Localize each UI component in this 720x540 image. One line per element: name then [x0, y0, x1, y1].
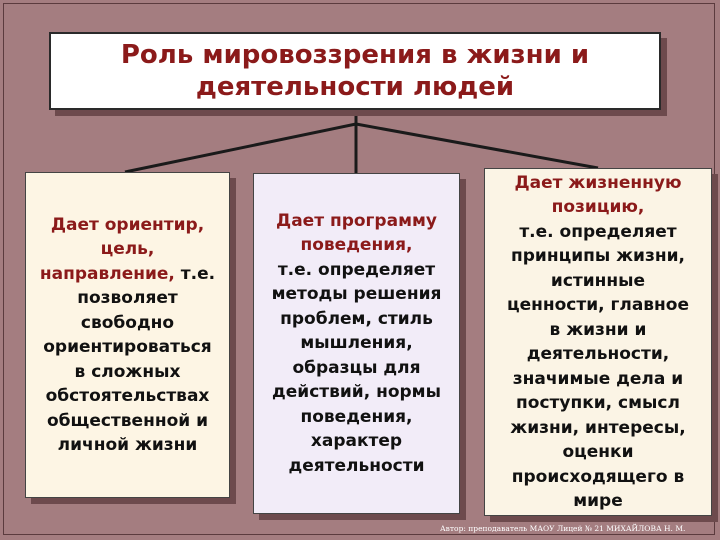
box-line: принципы жизни, — [511, 246, 685, 266]
box-life-position — [484, 168, 712, 516]
box-line: значимые дела и — [512, 368, 684, 389]
box-line: деятельности, — [526, 344, 670, 364]
box-line: обстоятельствах — [45, 386, 210, 406]
box-line: методы решения — [271, 284, 442, 305]
box-line: т.е. определяет — [519, 221, 677, 242]
box-line: оценки — [562, 442, 634, 462]
box-line: Дает программу — [276, 210, 437, 231]
box-orientation — [25, 172, 230, 498]
box-line: ценности, главное — [506, 295, 690, 315]
box-line: характер — [310, 431, 403, 452]
author-footer: Автор: преподаватель МАОУ Лицей № 21 МИХАЙЛОВА Н. М. — [440, 524, 686, 533]
title-box — [49, 32, 661, 110]
box-line: общественной и — [46, 410, 208, 431]
box-line: в жизни и — [549, 319, 647, 340]
box-line: т.е. определяет — [277, 259, 436, 280]
page-title — [121, 39, 589, 103]
box-line: поведения, — [300, 235, 413, 256]
box-orientation-text — [40, 213, 215, 458]
box-program — [253, 173, 460, 514]
box-line: проблем, стиль — [280, 308, 433, 329]
connector-right — [356, 124, 598, 168]
box-line: позицию, — [551, 197, 645, 217]
box-line: жизни, интересы, — [510, 417, 686, 438]
title-line-2: деятельности людей — [195, 72, 515, 102]
box-program-text — [272, 209, 442, 479]
box-line: истинные — [550, 270, 646, 291]
box-life-position-text — [507, 171, 689, 514]
box-line: мире — [573, 491, 623, 511]
box-line: образцы для — [292, 357, 421, 378]
box-line: в сложных — [74, 361, 181, 382]
box-line: Дает ориентир, — [50, 214, 205, 235]
box-line: свободно — [80, 312, 175, 333]
box-line: происходящего в — [511, 466, 685, 487]
box-line: поведения, — [300, 406, 413, 427]
box-line: цель, — [100, 239, 155, 259]
box-line — [40, 262, 215, 287]
box-line: личной жизни — [57, 435, 198, 455]
box-line: поступки, смысл — [516, 393, 680, 413]
box-line: мышления, — [300, 333, 413, 354]
box-line: Дает жизненную — [514, 172, 682, 193]
title-line-1: Роль мировоззрения в жизни и — [120, 40, 590, 70]
connector-left — [125, 124, 356, 172]
box-line: действий, нормы — [272, 382, 441, 403]
box-line: деятельности — [288, 455, 425, 476]
box-line: позволяет — [77, 288, 178, 308]
box-line-red-part: направление, — [39, 263, 175, 284]
box-line-part: т.е. — [174, 263, 216, 284]
box-line: ориентироваться — [43, 337, 212, 357]
